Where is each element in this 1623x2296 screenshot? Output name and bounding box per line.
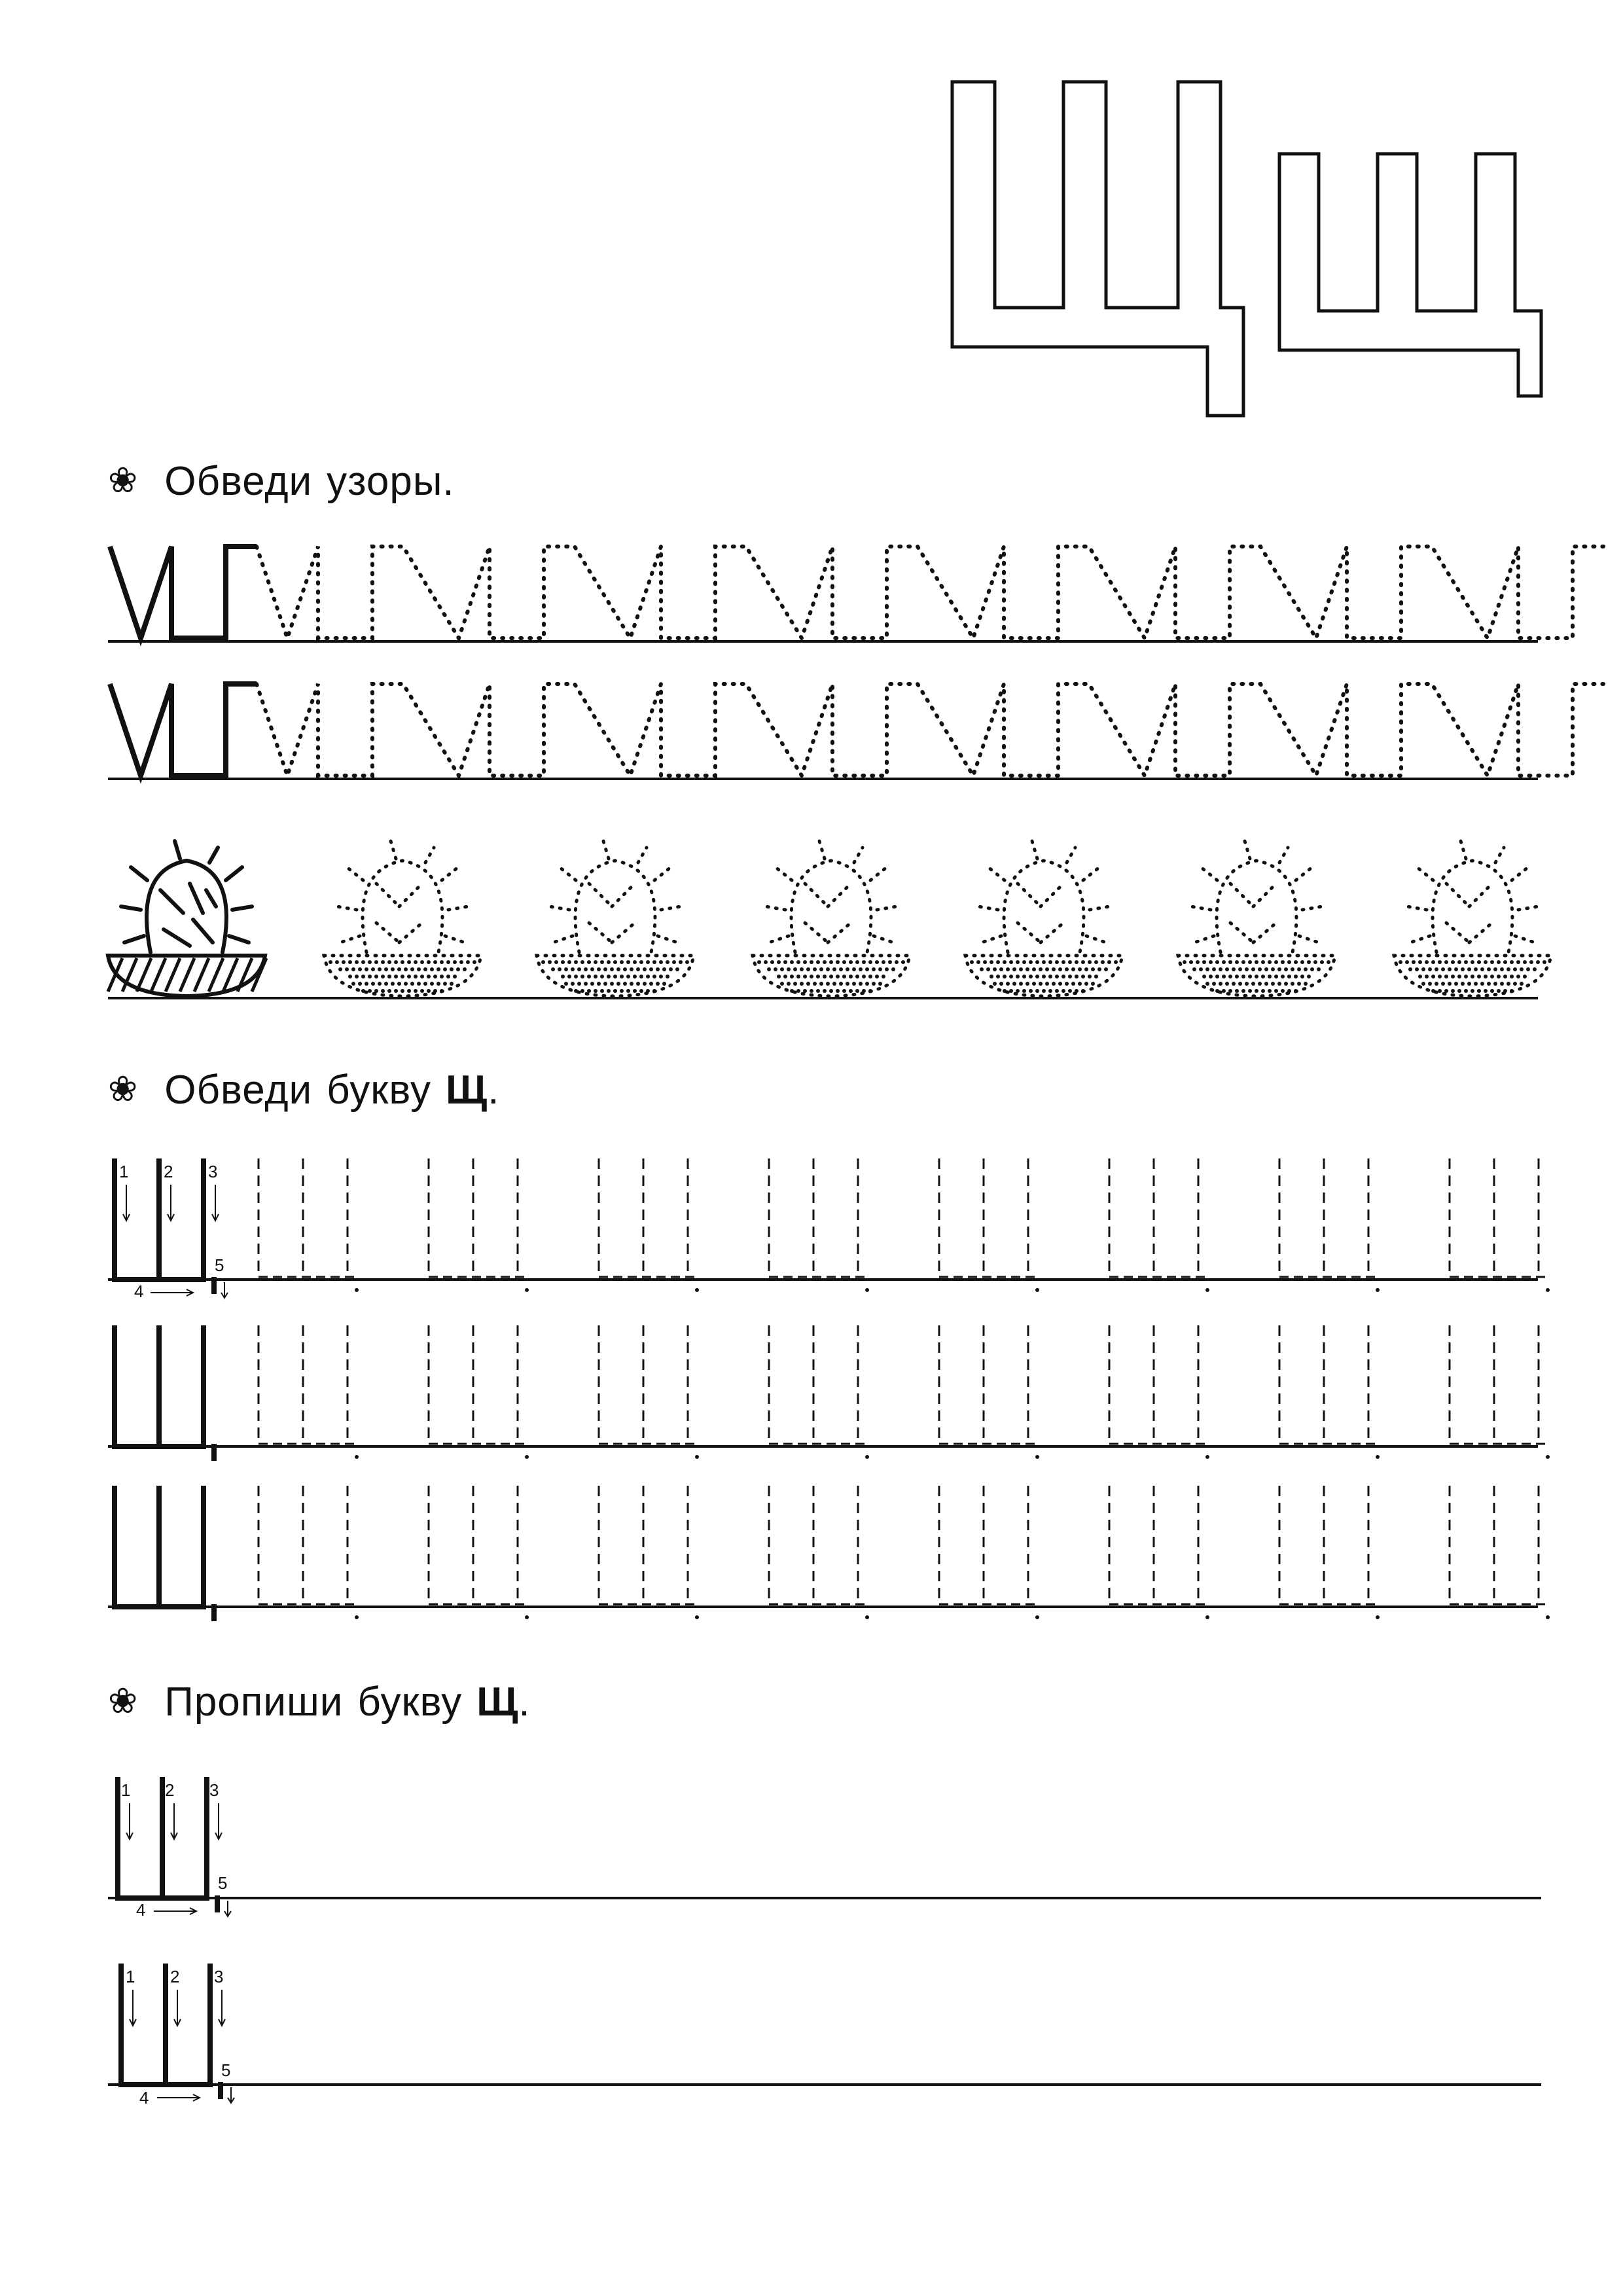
- instruction-letter: Щ: [476, 1679, 519, 1725]
- instruction-word: узоры.: [327, 459, 455, 504]
- instruction-word: Пропиши: [164, 1679, 344, 1725]
- instruction-period: .: [488, 1067, 500, 1113]
- stroke-label-4: 4: [139, 2088, 149, 2108]
- stroke-label-2: 2: [170, 1967, 180, 1986]
- instruction-word: букву: [357, 1679, 463, 1725]
- flower-icon: ❀: [108, 1069, 139, 1109]
- instruction-word: букву: [327, 1067, 432, 1113]
- stroke-label-3: 3: [208, 1162, 218, 1181]
- instruction-word: Обведи: [164, 1067, 313, 1113]
- stroke-label-1: 1: [126, 1967, 135, 1986]
- stroke-label-4: 4: [136, 1900, 146, 1920]
- stroke-label-3: 3: [209, 1780, 219, 1800]
- stroke-label-4: 4: [134, 1282, 144, 1301]
- stroke-label-5: 5: [218, 1873, 228, 1893]
- flower-icon: ❀: [108, 1681, 139, 1721]
- stroke-label-5: 5: [221, 2060, 231, 2080]
- flower-icon: ❀: [108, 461, 139, 500]
- stroke-label-1: 1: [119, 1162, 129, 1181]
- stroke-label-5: 5: [215, 1255, 224, 1275]
- instruction-word: Обведи: [164, 459, 313, 504]
- stroke-label-2: 2: [165, 1780, 175, 1800]
- stroke-label-3: 3: [214, 1967, 224, 1986]
- instruction-letter: Щ: [446, 1067, 488, 1113]
- stroke-label-1: 1: [121, 1780, 131, 1800]
- stroke-label-2: 2: [164, 1162, 173, 1181]
- instruction-period: .: [518, 1679, 531, 1725]
